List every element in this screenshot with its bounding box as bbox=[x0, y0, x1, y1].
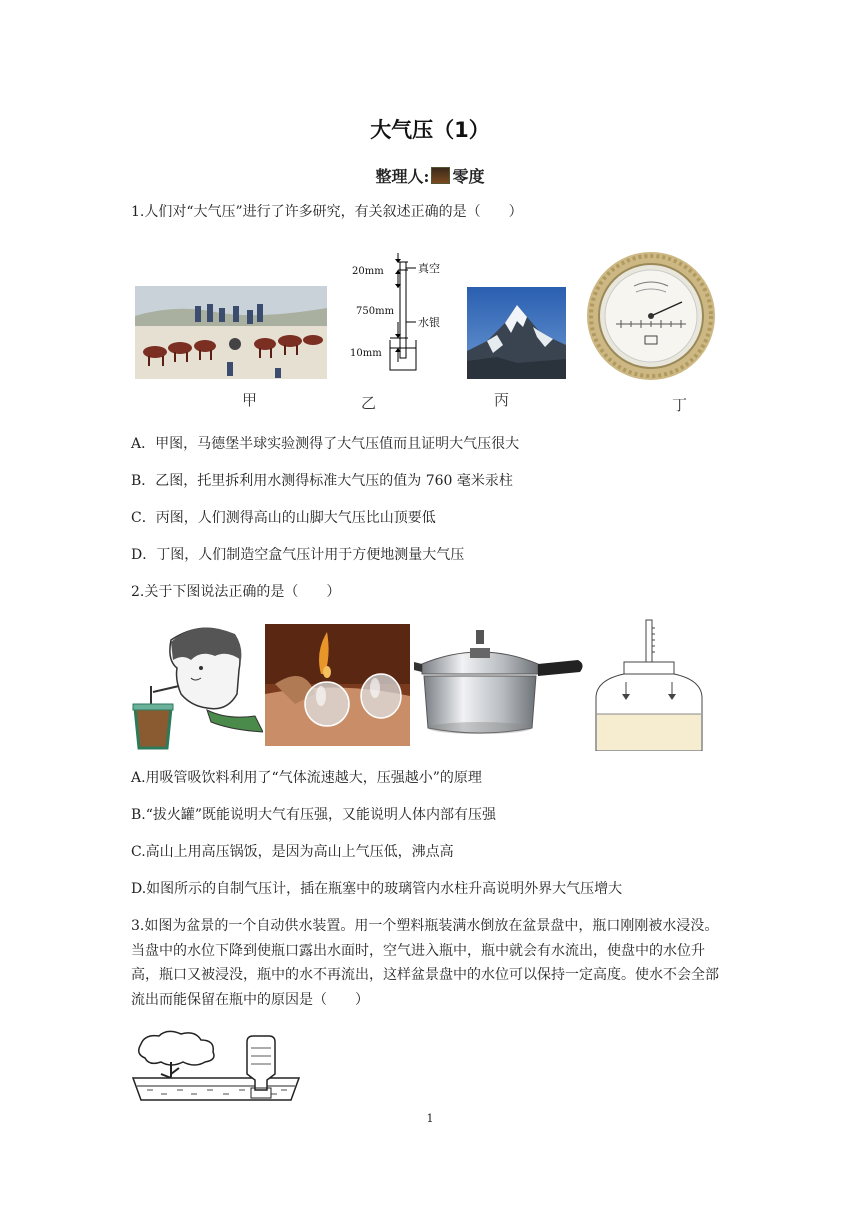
compiler-logo-icon bbox=[431, 167, 450, 184]
compiler-name: 零度 bbox=[452, 167, 485, 186]
straw-drinking-figure bbox=[131, 620, 263, 750]
pressure-cooker-figure bbox=[410, 630, 585, 740]
mountain-photo bbox=[467, 287, 566, 379]
caption-yi: 乙 bbox=[361, 394, 377, 412]
barometer-photo bbox=[586, 250, 716, 382]
label-vacuum: 真空 bbox=[418, 262, 440, 275]
q1-option-b: B．乙图，托里拆利用水测得标准大气压的值为 760 毫米汞柱 bbox=[131, 473, 513, 489]
q2-option-b: B.“拔火罐”既能说明大气有压强，又能说明人体内部有压强 bbox=[131, 807, 497, 823]
q2-option-d: D.如图所示的自制气压计，插在瓶塞中的玻璃管内水柱升高说明外界大气压增大 bbox=[131, 881, 623, 897]
compiler-line bbox=[0, 164, 860, 187]
label-10mm: 10mm bbox=[350, 348, 382, 359]
homemade-barometer-figure bbox=[594, 618, 706, 751]
page-title: 大气压（1） bbox=[370, 118, 490, 142]
caption-bing: 丙 bbox=[494, 391, 510, 409]
caption-ding: 丁 bbox=[672, 396, 688, 414]
bonsai-water-supply-figure bbox=[131, 1028, 301, 1104]
q2-option-a: A.用吸管吸饮料利用了“气体流速越大，压强越小”的原理 bbox=[131, 770, 482, 786]
magdeburg-figure bbox=[135, 286, 327, 379]
q1-option-d: D．丁图，人们制造空盒气压计用于方便地测量大气压 bbox=[131, 547, 465, 563]
torricelli-diagram bbox=[350, 252, 455, 380]
q1-option-c: C．丙图，人们测得高山的山脚大气压比山顶要低 bbox=[131, 510, 436, 526]
q1-option-a: A．甲图，马德堡半球实验测得了大气压值而且证明大气压很大 bbox=[131, 436, 520, 452]
compiler-prefix: 整理人: bbox=[375, 167, 430, 186]
q1-stem: 1.人们对“大气压”进行了许多研究，有关叙述正确的是（ ） bbox=[131, 204, 523, 220]
label-750mm: 750mm bbox=[356, 306, 395, 317]
cupping-photo bbox=[265, 624, 410, 746]
label-20mm: 20mm bbox=[352, 266, 384, 277]
label-mercury: 水银 bbox=[418, 316, 440, 329]
caption-jia: 甲 bbox=[242, 391, 258, 409]
q3-stem: 3.如图为盆景的一个自动供水装置。用一个塑料瓶装满水倒放在盆景盘中，瓶口刚刚被水浸没。当盘中的水位下降到使瓶口露出水面时，空气进入瓶中，瓶中就会有水流出，使盘中的水位升高，瓶口又被浸没，瓶中的水不再流出，这样盆景盘中的水位可以保持一定高度。使水不会全部流出而能保留在瓶中的原因是（ ） bbox=[131, 918, 719, 1008]
page-number: 1 bbox=[426, 1112, 434, 1125]
q2-option-c: C.高山上用高压锅饭，是因为高山上气压低，沸点高 bbox=[131, 844, 454, 860]
q2-stem: 2.关于下图说法正确的是（ ） bbox=[131, 584, 341, 600]
